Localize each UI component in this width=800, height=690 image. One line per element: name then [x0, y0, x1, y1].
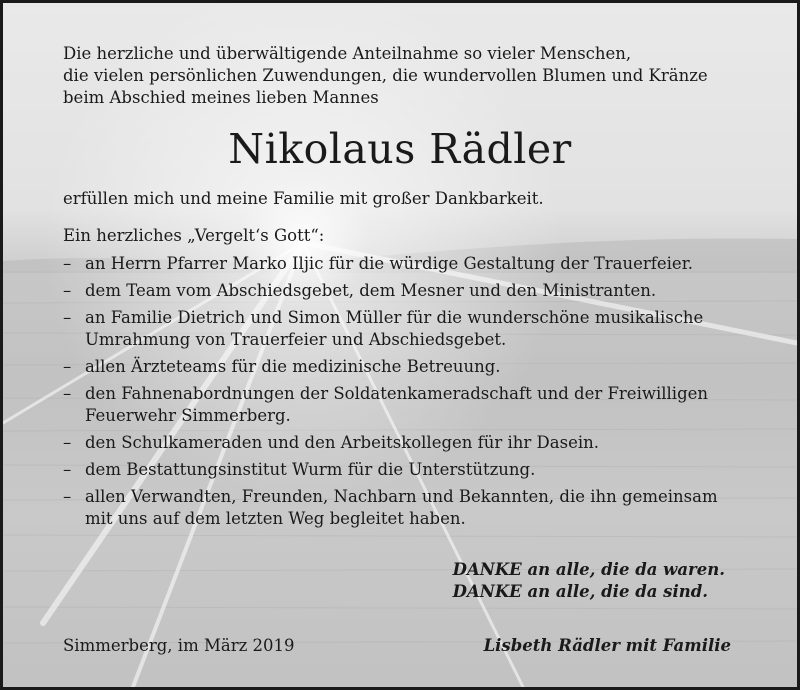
- intro-text: [63, 43, 708, 109]
- thanks-text: Umrahmung von Trauerfeier und Abschiedsgebet.: [85, 330, 507, 349]
- greeting-line: Ein herzliches „Vergelt‘s Gott“:: [63, 226, 325, 245]
- thanks-text: mit uns auf dem letzten Weg begleitet haben.: [85, 509, 466, 528]
- dash-bullet: –: [63, 433, 72, 452]
- danke-block: [453, 559, 725, 603]
- gratitude-line: erfüllen mich und meine Familie mit großer Dankbarkeit.: [63, 189, 544, 208]
- dash-bullet: –: [63, 487, 72, 506]
- intro-line: die vielen persönlichen Zuwendungen, die wundervollen Blumen und Kränze: [63, 66, 708, 85]
- dash-bullet: –: [63, 460, 72, 479]
- thanks-text: an Herrn Pfarrer Marko Iljic für die würdige Gestaltung der Trauerfeier.: [85, 254, 694, 273]
- dash-bullet: –: [63, 384, 72, 403]
- thanks-item: [63, 486, 753, 530]
- thanks-item: [63, 356, 753, 378]
- danke-line: DANKE an alle, die da waren.: [452, 560, 725, 579]
- signature: Lisbeth Rädler mit Familie: [483, 636, 731, 655]
- dash-bullet: –: [63, 254, 72, 273]
- thanks-item: [63, 383, 753, 427]
- thanks-item: [63, 253, 753, 275]
- thanks-item: [63, 459, 753, 481]
- deceased-name: Nikolaus Rädler: [228, 125, 572, 173]
- place-date: Simmerberg, im März 2019: [63, 636, 295, 655]
- dash-bullet: –: [63, 281, 72, 300]
- thanks-text: Feuerwehr Simmerberg.: [85, 406, 291, 425]
- thanks-text: allen Verwandten, Freunden, Nachbarn und Bekannten, die ihn gemeinsam: [85, 487, 718, 506]
- thanks-item: [63, 432, 753, 454]
- thanks-text: allen Ärzteteams für die medizinische Betreuung.: [85, 357, 501, 376]
- thanks-text: an Familie Dietrich und Simon Müller für die wunderschöne musikalische: [85, 308, 704, 327]
- intro-line: Die herzliche und überwältigende Anteilnahme so vieler Menschen,: [63, 44, 632, 63]
- thanks-item: [63, 280, 753, 302]
- dash-bullet: –: [63, 357, 72, 376]
- thanks-text: den Fahnenabordnungen der Soldatenkameradschaft und der Freiwilligen: [85, 384, 709, 403]
- thanks-text: den Schulkameraden und den Arbeitskollegen für ihr Dasein.: [85, 433, 600, 452]
- thanks-list: [63, 253, 753, 535]
- dash-bullet: –: [63, 308, 72, 327]
- danke-line: DANKE an alle, die da sind.: [452, 582, 708, 601]
- thanks-text: dem Team vom Abschiedsgebet, dem Mesner und den Ministranten.: [85, 281, 657, 300]
- thanks-item: [63, 307, 753, 351]
- thanks-text: dem Bestattungsinstitut Wurm für die Unterstützung.: [85, 460, 536, 479]
- intro-line: beim Abschied meines lieben Mannes: [63, 88, 379, 107]
